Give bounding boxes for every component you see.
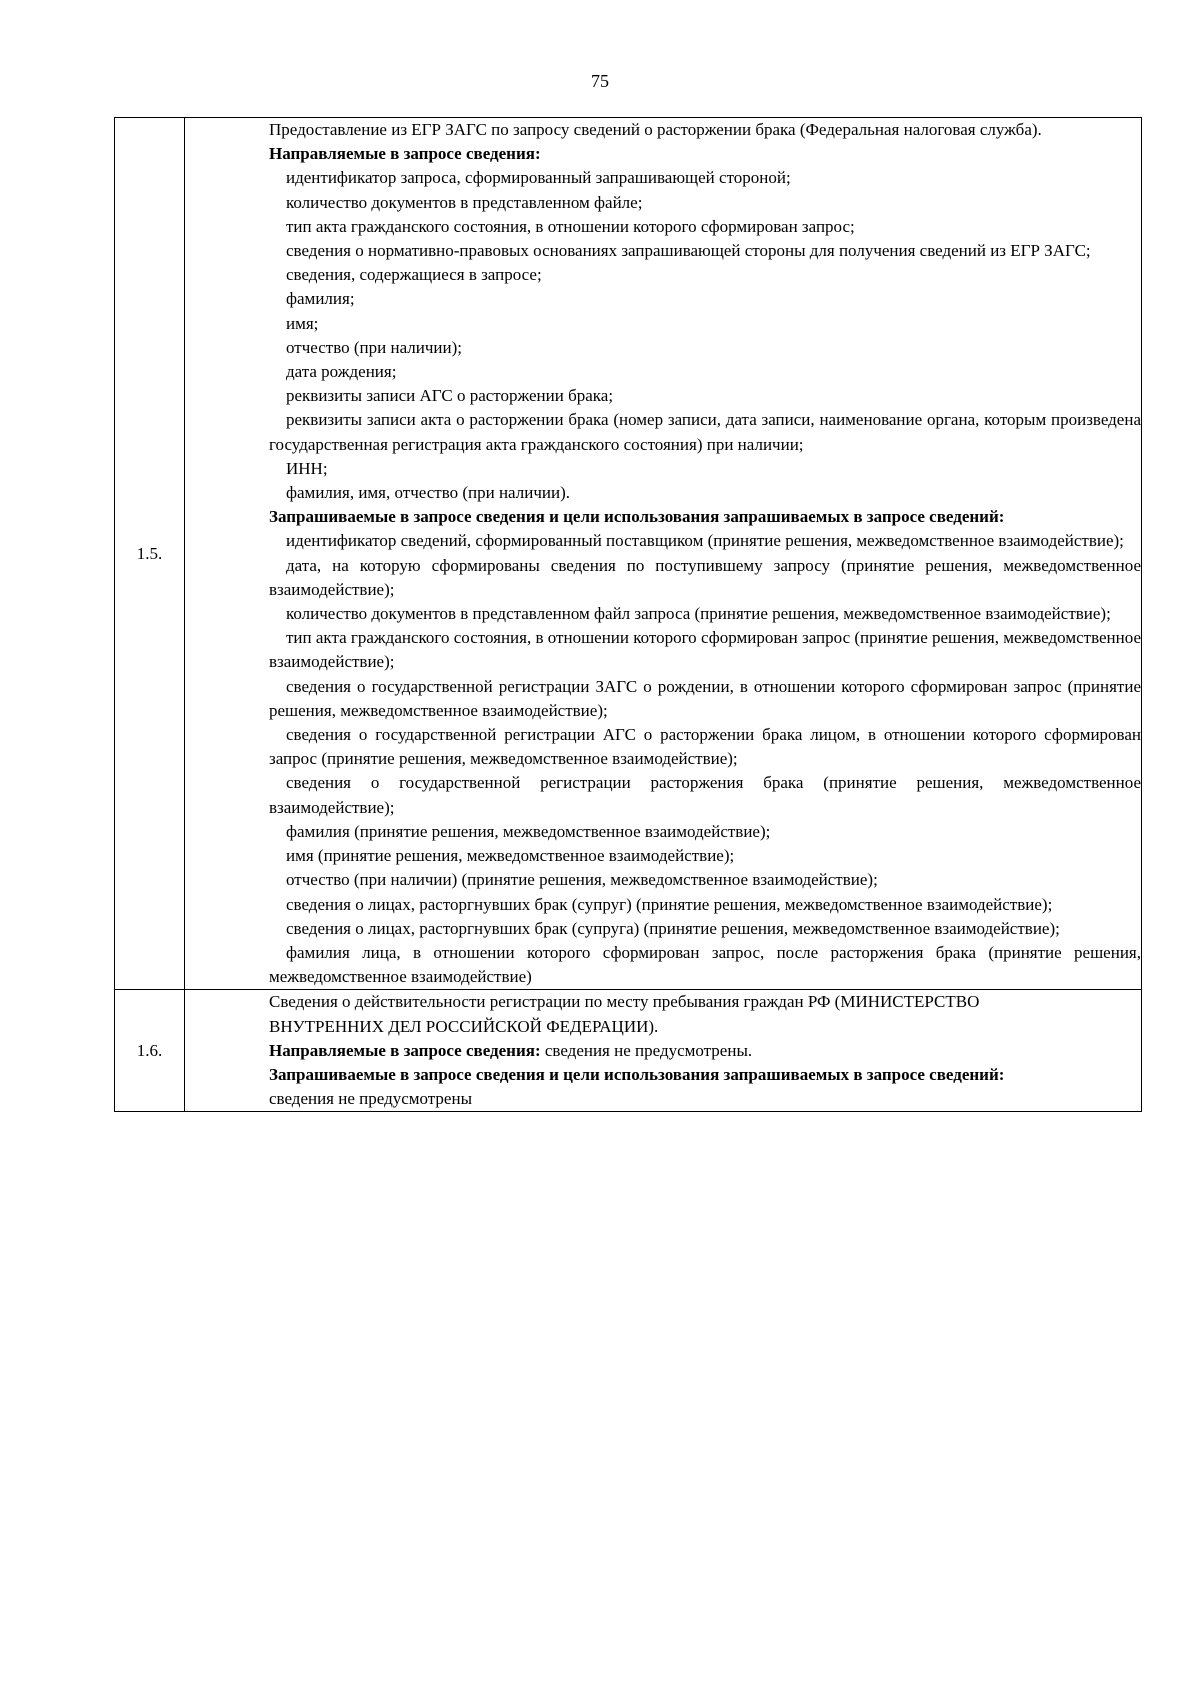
requested-item: отчество (при наличии) (принятие решения, межведомственное взаимодействие);: [286, 870, 878, 890]
row-title: Предоставление из ЕГР ЗАГС по запросу сведений о расторжении брака (Федеральная налоговая служба).: [269, 120, 1042, 139]
sent-item: фамилия;: [286, 289, 355, 309]
services-table: [114, 117, 1142, 1112]
sent-item: дата рождения;: [286, 362, 397, 382]
requested-item: идентификатор сведений, сформированный поставщиком (принятие решения, межведомственное взаимодействие);: [286, 531, 1124, 551]
sent-value: сведения не предусмотрены.: [540, 1040, 753, 1060]
row-number: 1.6.: [115, 990, 185, 1112]
page-number: 75: [591, 71, 609, 91]
requested-item: дата, на которую сформированы сведения по поступившему запросу (принятие решения, межведомственное взаимодействие);: [269, 555, 1141, 599]
sent-item: реквизиты записи АГС о расторжении брака;: [286, 386, 614, 406]
row-title-line-1: Сведения о действительности регистрации по месту пребывания граждан РФ (МИНИСТЕРСТВО: [269, 992, 980, 1012]
sent-item: количество документов в представленном файле;: [286, 192, 643, 212]
table-row-1-5: [115, 118, 1142, 990]
sent-item: реквизиты записи акта о расторжении брака (номер записи, дата записи, наименование органа, которым произведена государственная регистрация акта гражданского состояния) при наличии;: [269, 410, 1141, 454]
sent-item: ИНН;: [286, 458, 328, 478]
requested-item: количество документов в представленном файл запроса (принятие решения, межведомственное взаимодействие);: [286, 604, 1111, 624]
sent-item: тип акта гражданского состояния, в отношении которого сформирован запрос;: [286, 216, 855, 236]
row-content: [185, 990, 1142, 1112]
sent-item: отчество (при наличии);: [286, 337, 462, 357]
requested-item: фамилия лица, в отношении которого сформирован запрос, после расторжения брака (принятие решения, межведомственное взаимодействие): [269, 942, 1141, 987]
requested-item: тип акта гражданского состояния, в отношении которого сформирован запрос (принятие решения, межведомственное взаимодействие);: [269, 628, 1141, 672]
requested-item: сведения о лицах, расторгнувших брак (супруг) (принятие решения, межведомственное взаимодействие);: [286, 894, 1053, 914]
sent-line: [269, 1039, 1141, 1063]
requested-item: сведения о государственной регистрации ЗАГС о рождении, в отношении которого сформирован запрос (принятие решения, межведомственное взаимодействие);: [269, 676, 1141, 720]
requested-heading: Запрашиваемые в запросе сведения и цели использования запрашиваемых в запросе сведений:: [269, 507, 1005, 527]
sent-heading: Направляемые в запросе сведения:: [269, 1040, 541, 1060]
row-title-line-2: ВНУТРЕННИХ ДЕЛ РОССИЙСКОЙ ФЕДЕРАЦИИ).: [269, 1016, 659, 1036]
row-number: 1.5.: [115, 118, 185, 990]
requested-item: сведения о государственной регистрации расторжения брака (принятие решения, межведомственное взаимодействие);: [269, 773, 1141, 817]
requested-item: имя (принятие решения, межведомственное взаимодействие);: [286, 846, 735, 866]
requested-value: сведения не предусмотрены: [269, 1089, 472, 1109]
sent-item: сведения о нормативно-правовых основаниях запрашивающей стороны для получения сведений из ЕГР ЗАГС;: [286, 241, 1091, 261]
requested-item: фамилия (принятие решения, межведомственное взаимодействие);: [286, 821, 771, 841]
sent-item: имя;: [286, 313, 319, 333]
sent-item: сведения, содержащиеся в запросе;: [286, 265, 542, 285]
sent-item: фамилия, имя, отчество (при наличии).: [286, 483, 570, 503]
sent-item: идентификатор запроса, сформированный запрашивающей стороной;: [286, 168, 791, 188]
requested-item: сведения о лицах, расторгнувших брак (супруга) (принятие решения, межведомственное взаимодействие);: [286, 918, 1060, 938]
requested-heading: Запрашиваемые в запросе сведения и цели использования запрашиваемых в запросе сведений:: [269, 1064, 1005, 1084]
requested-item: сведения о государственной регистрации АГС о расторжении брака лицом, в отношении которого сформирован запрос (принятие решения, межведомственное взаимодействие);: [269, 725, 1141, 769]
row-content: [185, 118, 1142, 990]
table-row-1-6: [115, 990, 1142, 1112]
sent-heading: Направляемые в запросе сведения:: [269, 144, 541, 164]
